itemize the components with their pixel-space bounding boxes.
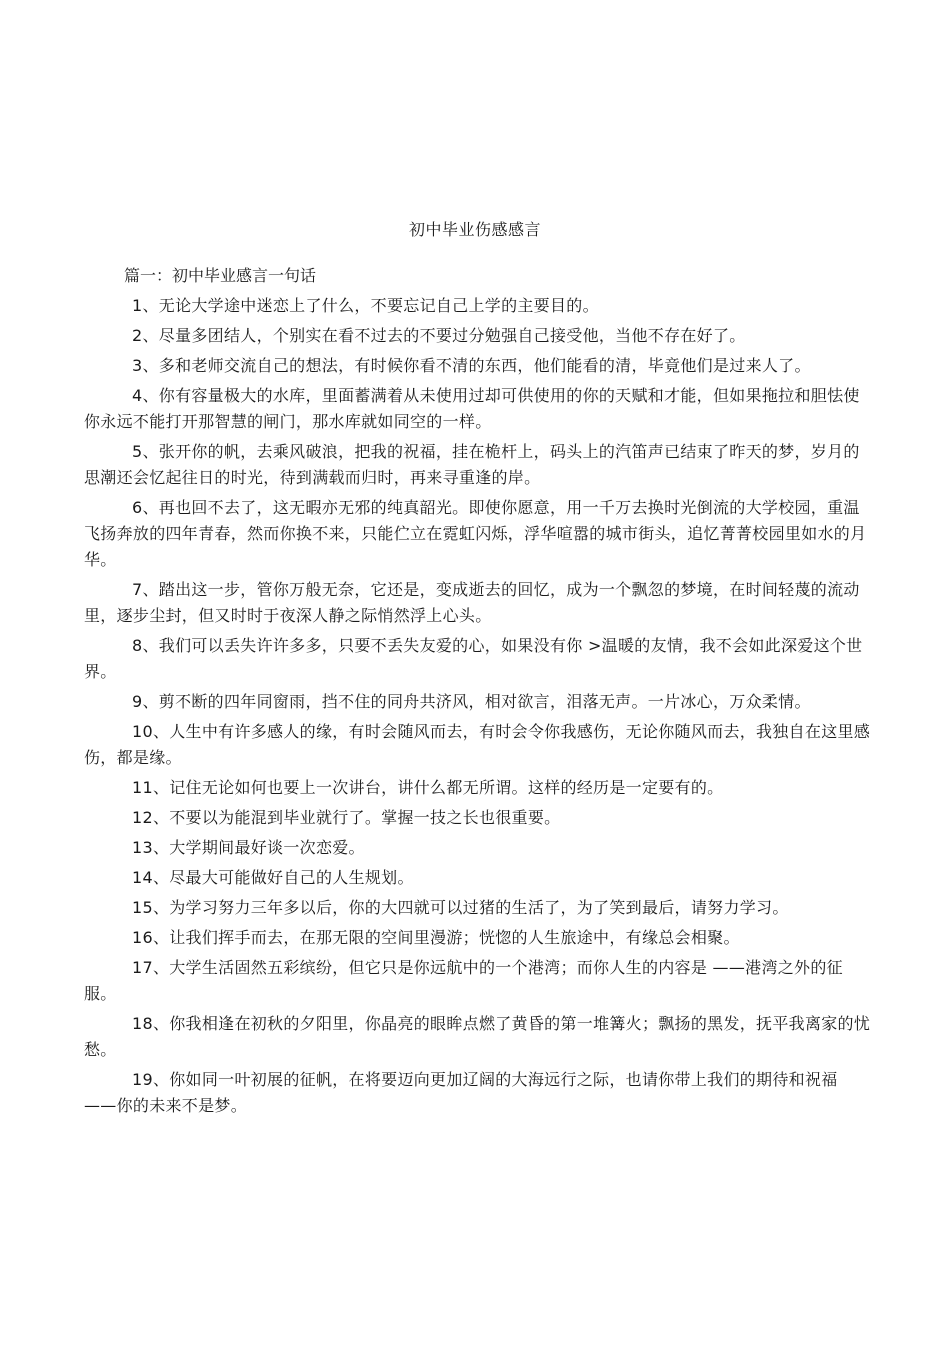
list-item: 2、尽量多团结人，个别实在看不过去的不要过分勉强自己接受他，当他不存在好了。 (132, 326, 746, 345)
list-item: 16、让我们挥手而去，在那无限的空间里漫游；恍惚的人生旅途中，有缘总会相聚。 (132, 928, 740, 947)
list-item: 14、尽最大可能做好自己的人生规划。 (132, 868, 414, 887)
item-list (84, 293, 874, 1123)
list-item: 19、你如同一叶初展的征帆，在将要迈向更加辽阔的大海远行之际，也请你带上我们的期待和祝福 ——你的未来不是梦。 (84, 1070, 838, 1115)
list-item: 7、踏出这一步，管你万般无奈，它还是，变成逝去的回忆，成为一个飘忽的梦境，在时间轻蔑的流动里，逐步尘封，但又时时于夜深人静之际悄然浮上心头。 (84, 580, 860, 625)
list-item: 15、为学习努力三年多以后，你的大四就可以过猪的生活了，为了笑到最后，请努力学习。 (132, 898, 789, 917)
list-item: 18、你我相逢在初秋的夕阳里，你晶亮的眼眸点燃了黄昏的第一堆篝火；飘扬的黑发，抚平我离家的忧愁。 (84, 1014, 871, 1059)
list-item: 6、再也回不去了，这无暇亦无邪的纯真韶光。即使你愿意，用一千万去换时光倒流的大学校园，重温飞扬奔放的四年青春，然而你换不来，只能伫立在霓虹闪烁，浮华喧嚣的城市街头，追忆菁菁校园里如水的月华。 (84, 498, 867, 569)
list-item: 5、张开你的帆，去乘风破浪，把我的祝福，挂在桅杆上，码头上的汽笛声已结束了昨天的梦，岁月的思潮还会忆起往日的时光，待到满载而归时，再来寻重逢的岸。 (84, 442, 860, 487)
list-item: 11、记住无论如何也要上一次讲台，讲什么都无所谓。这样的经历是一定要有的。 (132, 778, 724, 797)
list-item: 10、人生中有许多感人的缘，有时会随风而去，有时会令你我感伤，无论你随风而去，我独自在这里感伤，都是缘。 (84, 722, 871, 767)
list-item: 12、不要以为能混到毕业就行了。掌握一技之长也很重要。 (132, 808, 561, 827)
list-item: 13、大学期间最好谈一次恋爱。 (132, 838, 365, 857)
document-title: 初中毕业伤感感言 (408, 220, 541, 239)
list-item: 1、无论大学途中迷恋上了什么，不要忘记自己上学的主要目的。 (132, 296, 599, 315)
section-heading: 篇一：初中毕业感言一句话 (124, 266, 317, 285)
list-item: 17、大学生活固然五彩缤纷，但它只是你远航中的一个港湾；而你人生的内容是 ——港湾之外的征服。 (84, 958, 843, 1003)
list-item: 8、我们可以丢失许许多多，只要不丢失友爱的心，如果没有你 >温暖的友情，我不会如此深爱这个世界。 (84, 636, 863, 681)
list-item: 3、多和老师交流自己的想法，有时候你看不清的东西，他们能看的清，毕竟他们是过来人了。 (132, 356, 811, 375)
list-item: 9、剪不断的四年同窗雨，挡不住的同舟共济风，相对欲言，泪落无声。一片冰心，万众柔情。 (132, 692, 811, 711)
list-item: 4、你有容量极大的水库，里面蓄满着从未使用过却可供使用的你的天赋和才能，但如果拖拉和胆怯使你永远不能打开那智慧的闸门，那水库就如同空的一样。 (84, 386, 860, 431)
